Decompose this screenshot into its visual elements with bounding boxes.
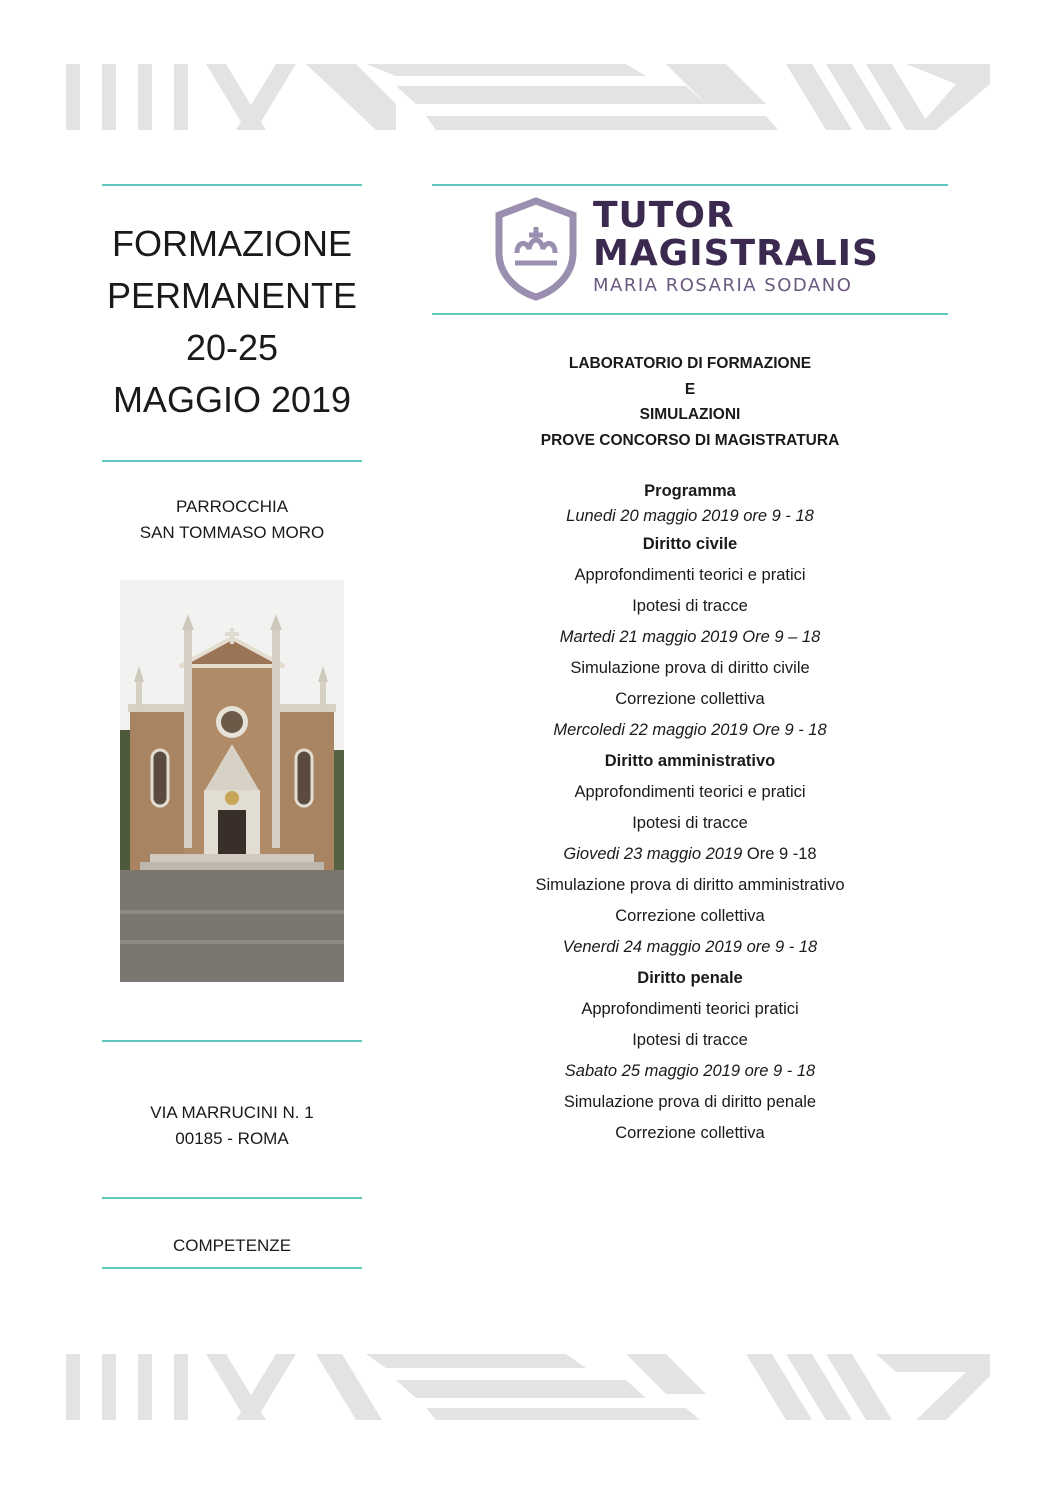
shield-icon: [495, 197, 577, 301]
course-heading-line: E: [684, 380, 696, 398]
schedule-day: Lunedi 20 maggio 2019 ore 9 - 18: [566, 507, 814, 525]
schedule-subject: Diritto amministrativo: [604, 752, 776, 770]
course-heading-line: PROVE CONCORSO DI MAGISTRATURA: [540, 431, 840, 449]
divider-rule: [102, 1267, 362, 1269]
event-title-line: 20-25: [185, 327, 279, 368]
skills-label: COMPETENZE: [172, 1236, 292, 1255]
church-photo: [120, 580, 344, 982]
decorative-band-bottom: [66, 1354, 990, 1420]
event-title-line: MAGGIO 2019: [112, 379, 352, 420]
schedule-subject: Diritto penale: [637, 969, 743, 987]
schedule-item: Correzione collettiva: [615, 690, 765, 708]
course-heading: [432, 351, 948, 453]
schedule-item: Ipotesi di tracce: [632, 597, 748, 615]
venue-address: [102, 1100, 362, 1152]
schedule-day: [432, 839, 948, 870]
venue-line: PARROCCHIA: [175, 497, 289, 516]
schedule-item: Ipotesi di tracce: [632, 1031, 748, 1049]
divider-rule: [432, 184, 948, 186]
divider-rule: [102, 184, 362, 186]
divider-rule: [102, 1197, 362, 1199]
schedule-item: Correzione collettiva: [615, 907, 765, 925]
venue-line: SAN TOMMASO MORO: [139, 523, 325, 542]
course-heading-line: SIMULAZIONI: [639, 406, 741, 423]
logo-wordmark-line2: MAGISTRALIS: [593, 233, 879, 274]
schedule-item: Approfondimenti teorici e pratici: [574, 783, 806, 801]
decorative-band-top: [66, 64, 990, 130]
schedule-day-date: Giovedi 23 maggio 2019: [563, 845, 743, 863]
event-title-line: PERMANENTE: [106, 275, 358, 316]
schedule-item: Approfondimenti teorici pratici: [581, 1000, 799, 1018]
schedule-item: Correzione collettiva: [615, 1124, 765, 1142]
schedule-day: Martedi 21 maggio 2019 Ore 9 – 18: [559, 628, 821, 646]
logo-wordmark-line1: TUTOR: [593, 195, 735, 236]
schedule-item: Simulazione prova di diritto amministrativo: [535, 876, 845, 894]
schedule-day-time: Ore 9 -18: [742, 845, 817, 863]
divider-rule: [102, 460, 362, 462]
schedule-day: Mercoledi 22 maggio 2019 Ore 9 - 18: [553, 721, 827, 739]
program-title: Programma: [644, 482, 736, 500]
venue-name: [102, 494, 362, 546]
address-line: 00185 - ROMA: [175, 1129, 289, 1148]
schedule-item: Approfondimenti teorici e pratici: [574, 566, 806, 584]
schedule-item: Simulazione prova di diritto civile: [570, 659, 810, 677]
address-line: VIA MARRUCINI N. 1: [150, 1103, 314, 1122]
schedule-item: Simulazione prova di diritto penale: [563, 1093, 817, 1111]
schedule-item: Ipotesi di tracce: [632, 814, 748, 832]
divider-rule: [432, 313, 948, 315]
schedule-subject: Diritto civile: [642, 535, 738, 553]
logo-author-name: MARIA ROSARIA SODANO: [593, 275, 853, 296]
event-title-line: FORMAZIONE: [112, 223, 352, 264]
event-title: [102, 218, 362, 426]
course-heading-line: LABORATORIO DI FORMAZIONE: [568, 355, 812, 372]
divider-rule: [102, 1040, 362, 1042]
tutor-magistralis-logo: [495, 197, 895, 301]
schedule-day: Venerdi 24 maggio 2019 ore 9 - 18: [562, 938, 818, 956]
schedule-day: Sabato 25 maggio 2019 ore 9 - 18: [564, 1062, 816, 1080]
program-schedule: [432, 479, 948, 1149]
